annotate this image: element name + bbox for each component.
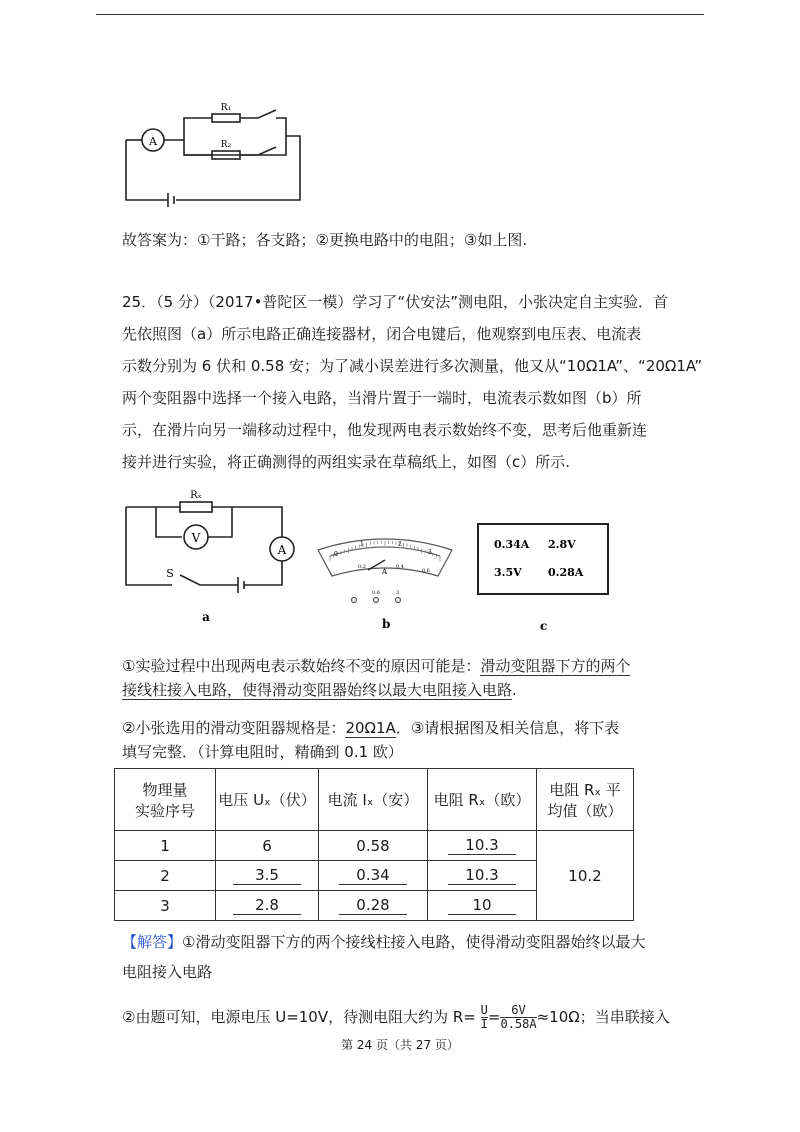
q25-line-3: 示数分别为 6 伏和 0.58 安；为了减小误差进行多次测量，他又从“10Ω1A”、“20Ω1A” bbox=[122, 357, 703, 375]
voltage-cell: 2.8 bbox=[216, 891, 319, 921]
voltmeter-label: V bbox=[191, 531, 201, 545]
q25-line-5: 示，在滑片向另一端移动过程中，他发现两电表示数始终不变，思考后他重新连 bbox=[122, 421, 648, 439]
tick-3: 3 bbox=[428, 549, 432, 556]
rx-label: Rₓ bbox=[190, 490, 202, 501]
part2-line-1 bbox=[122, 718, 619, 738]
q25-line-4: 两个变阻器中选择一个接入电路，当滑片置于一端时，电流表示数如图（b）所 bbox=[122, 389, 642, 407]
part2-line-2: 填写完整．（计算电阻时，精确到 0.1 欧） bbox=[122, 743, 403, 761]
ammeter-dial-figure-b bbox=[310, 530, 460, 630]
note-r2c2: 0.28A bbox=[548, 566, 584, 579]
tick-0-4: 0.4 bbox=[396, 564, 404, 570]
header-resistance: 电阻 Rₓ（欧） bbox=[428, 769, 537, 831]
ammeter-a-label: A bbox=[277, 543, 287, 557]
r2-label: R₂ bbox=[220, 140, 232, 150]
page-footer: 第 24 页（共 27 页） bbox=[341, 1038, 459, 1052]
parallel-circuit-figure bbox=[118, 100, 318, 215]
header-average: 电阻 Rₓ 平 均值（欧） bbox=[537, 769, 634, 831]
solution-text-1: ①滑动变阻器下方的两个接线柱接入电路，使得滑动变阻器始终以最大 bbox=[182, 933, 646, 951]
row-number: 3 bbox=[115, 891, 216, 921]
current-cell: 0.34 bbox=[319, 861, 428, 891]
header-voltage: 电压 Uₓ（伏） bbox=[216, 769, 319, 831]
results-table bbox=[114, 768, 634, 921]
part1-line-1 bbox=[122, 656, 630, 676]
part1-answer-2: 接线柱接入电路，使得滑动变阻器始终以最大电阻接入电路 bbox=[122, 681, 513, 699]
solution-line-1 bbox=[122, 932, 645, 952]
switch-label: S bbox=[166, 567, 174, 580]
resistance-cell: 10.3 bbox=[428, 861, 537, 891]
resistance-cell: 10.3 bbox=[428, 831, 537, 861]
part1-prefix: ①实验过程中出现两电表示数始终不变的原因可能是： bbox=[122, 657, 481, 675]
solution-line-3: ②由题可知，电源电压 U=10V，待测电阻大约为 R= $\frac{U}{I}$ = $\frac{6V}{0.58A}$ ≈10Ω；当串联接入 bbox=[122, 1003, 670, 1031]
fraction-values: $\frac{6V}{0.58A}$ bbox=[500, 1003, 537, 1031]
note-r1c1: 0.34A bbox=[494, 538, 530, 551]
answer-24: 故答案为：①干路；各支路；②更换电路中的电阻；③如上图. bbox=[122, 231, 528, 249]
voltage-cell: 6 bbox=[216, 831, 319, 861]
caption-c: c bbox=[540, 619, 548, 633]
tick-0-6: 0.6 bbox=[422, 568, 430, 574]
r1-label: R₁ bbox=[220, 103, 232, 113]
tick-0: 0 bbox=[334, 551, 338, 558]
part2-answer: 20Ω1A bbox=[345, 719, 396, 737]
tick-1: 1 bbox=[360, 541, 364, 548]
q25-line-6: 接并进行实验，将正确测得的两组实录在草稿纸上，如图（c）所示. bbox=[122, 453, 571, 471]
fraction-u-over-i: $\frac{U}{I}$ bbox=[480, 1003, 488, 1031]
row-number: 1 bbox=[115, 831, 216, 861]
solution-text-3a: ②由题可知，电源电压 U=10V，待测电阻大约为 R= bbox=[122, 1008, 476, 1026]
q25-line-1: 25．（5 分）（2017•普陀区一模）学习了“伏安法”测电阻，小张决定自主实验．首 bbox=[122, 293, 668, 311]
q25-line-2: 先依照图（a）所示电路正确连接器材，闭合电键后，他观察到电压表、电流表 bbox=[122, 325, 642, 343]
current-cell: 0.58 bbox=[319, 831, 428, 861]
header-quantity: 物理量 实验序号 bbox=[115, 769, 216, 831]
circuit-figure-a bbox=[120, 485, 310, 630]
header-current: 电流 Iₓ（安） bbox=[319, 769, 428, 831]
row-number: 2 bbox=[115, 861, 216, 891]
terminal-0-6: 0.6 bbox=[372, 590, 380, 596]
solution-line-2: 电阻接入电路 bbox=[122, 963, 213, 981]
top-rule bbox=[96, 14, 704, 15]
voltage-cell: 3.5 bbox=[216, 861, 319, 891]
part1-end: . bbox=[512, 681, 517, 699]
note-r2c1: 3.5V bbox=[494, 566, 522, 579]
tick-0-2: 0.2 bbox=[358, 564, 366, 570]
caption-a: a bbox=[202, 610, 210, 624]
solution-tag: 【解答】 bbox=[122, 933, 183, 951]
ammeter-label: A bbox=[149, 135, 157, 148]
current-cell: 0.28 bbox=[319, 891, 428, 921]
average-cell: 10.2 bbox=[537, 831, 634, 921]
table-row bbox=[115, 831, 634, 861]
solution-text-3b: ≈10Ω；当串联接入 bbox=[536, 1008, 670, 1026]
notes-figure-c bbox=[474, 520, 624, 635]
caption-b: b bbox=[382, 617, 391, 630]
part1-line-2 bbox=[122, 680, 517, 700]
note-r1c2: 2.8V bbox=[548, 538, 576, 551]
part1-answer-1: 滑动变阻器下方的两个 bbox=[480, 657, 631, 675]
resistance-cell: 10 bbox=[428, 891, 537, 921]
dial-unit: A bbox=[382, 568, 388, 576]
tick-2: 2 bbox=[398, 541, 402, 548]
part2-rest: ．③请根据图及相关信息，将下表 bbox=[395, 719, 620, 737]
part2-prefix: ②小张选用的滑动变阻器规格是： bbox=[122, 719, 346, 737]
terminal-3: 3 bbox=[396, 590, 400, 596]
